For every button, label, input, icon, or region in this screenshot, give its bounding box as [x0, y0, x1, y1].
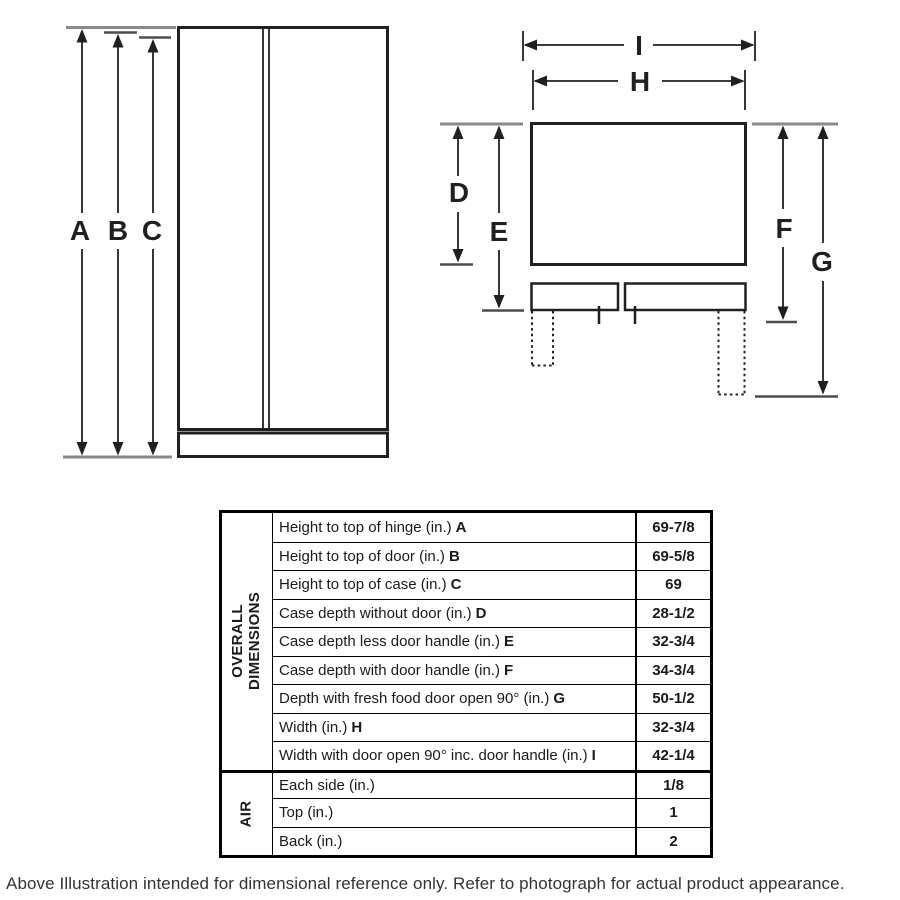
dimension-label-e: E	[489, 216, 509, 247]
table-row-label	[272, 684, 635, 713]
dimension-letter: I	[591, 747, 596, 765]
table-row-label	[272, 713, 635, 742]
table-row-value: 28-1/2	[635, 599, 710, 628]
fridge-body-outline	[179, 28, 388, 430]
dimension-label-b: B	[107, 215, 129, 246]
fridge-kickplate-outline	[179, 433, 388, 457]
dimension-letter: E	[503, 633, 514, 651]
table-row-label	[272, 570, 635, 599]
table-row-value: 69-7/8	[635, 513, 710, 542]
table-row-value: 34-3/4	[635, 656, 710, 685]
dimension-description: Back (in.)	[279, 832, 343, 850]
dimension-description: Each side (in.)	[279, 776, 375, 794]
top-view	[440, 30, 838, 397]
group-header-line: DIMENSIONS	[246, 592, 263, 691]
dimension-letter: D	[475, 604, 487, 622]
dimension-letter: H	[351, 718, 363, 736]
dimension-letter: G	[553, 690, 565, 708]
table-row-value: 50-1/2	[635, 684, 710, 713]
dimensions-table	[219, 510, 713, 858]
dimension-description: Height to top of door (in.)	[279, 547, 445, 565]
dimension-letter: B	[448, 547, 460, 565]
dimension-description: Height to top of hinge (in.)	[279, 518, 452, 536]
table-row-label	[272, 599, 635, 628]
dimension-description: Height to top of case (in.)	[279, 576, 447, 594]
dimension-label-g: G	[811, 246, 833, 277]
table-row-value: 69	[635, 570, 710, 599]
table-row-label	[272, 542, 635, 571]
group-header-overall-dimensions	[222, 513, 272, 770]
dimension-arrow-i	[523, 30, 755, 61]
dimension-arrow-c	[142, 39, 162, 456]
dimension-description: Case depth less door handle (in.)	[279, 633, 500, 651]
dimension-arrow-h	[533, 66, 745, 110]
dimension-arrow-e	[482, 126, 524, 311]
dimension-description: Case depth without door (in.)	[279, 604, 472, 622]
dimension-label-a: A	[69, 215, 91, 246]
front-view	[63, 28, 388, 458]
group-header-line: OVERALL	[229, 604, 247, 679]
dimension-letter: F	[503, 661, 514, 679]
group-header-text	[230, 592, 264, 690]
table-row-label	[272, 656, 635, 685]
dimension-label-c: C	[141, 215, 163, 246]
table-row-label	[272, 741, 635, 770]
dimension-description: Depth with fresh food door open 90° (in.)	[279, 690, 550, 708]
dimension-arrow-d	[440, 126, 473, 265]
dimension-label-h: H	[629, 66, 651, 97]
table-row-value: 2	[635, 827, 710, 856]
dimension-description: Top (in.)	[279, 804, 334, 822]
right-door-handle-dotted	[719, 311, 745, 395]
dimension-arrow-f	[766, 126, 797, 323]
table-row-value: 32-3/4	[635, 713, 710, 742]
dimension-letter: A	[455, 518, 467, 536]
reference-disclaimer-note: Above Illustration intended for dimensional reference only. Refer to photograph for actual product appearance.	[6, 874, 845, 893]
dimension-letter: C	[450, 576, 462, 594]
table-row-value: 1/8	[635, 770, 710, 799]
table-row-label	[272, 798, 635, 827]
group-header-text	[239, 800, 256, 827]
group-header-air	[222, 770, 272, 856]
case-top-outline	[532, 124, 746, 265]
table-row-value: 42-1/4	[635, 741, 710, 770]
table-row-label	[272, 513, 635, 542]
group-header-line: AIR	[237, 800, 255, 828]
table-row-label	[272, 627, 635, 656]
table-row-value: 69-5/8	[635, 542, 710, 571]
right-door-top-outline	[625, 284, 746, 311]
dimension-description: Case depth with door handle (in.)	[279, 661, 500, 679]
left-door-top-outline	[532, 284, 619, 311]
dimension-arrow-b	[108, 34, 128, 456]
table-row-label	[272, 827, 635, 856]
table-row-label	[272, 770, 635, 799]
dimension-arrow-a	[70, 29, 90, 456]
table-row-value: 1	[635, 798, 710, 827]
table-row-value: 32-3/4	[635, 627, 710, 656]
left-door-handle-dotted	[532, 311, 553, 366]
dimension-description: Width with door open 90° inc. door handle (in.)	[279, 747, 588, 765]
dimension-arrow-g	[755, 126, 838, 397]
dimension-label-i: I	[635, 30, 643, 61]
dimension-description: Width (in.)	[279, 718, 348, 736]
dimension-label-f: F	[775, 213, 793, 244]
dimension-label-d: D	[448, 177, 470, 208]
